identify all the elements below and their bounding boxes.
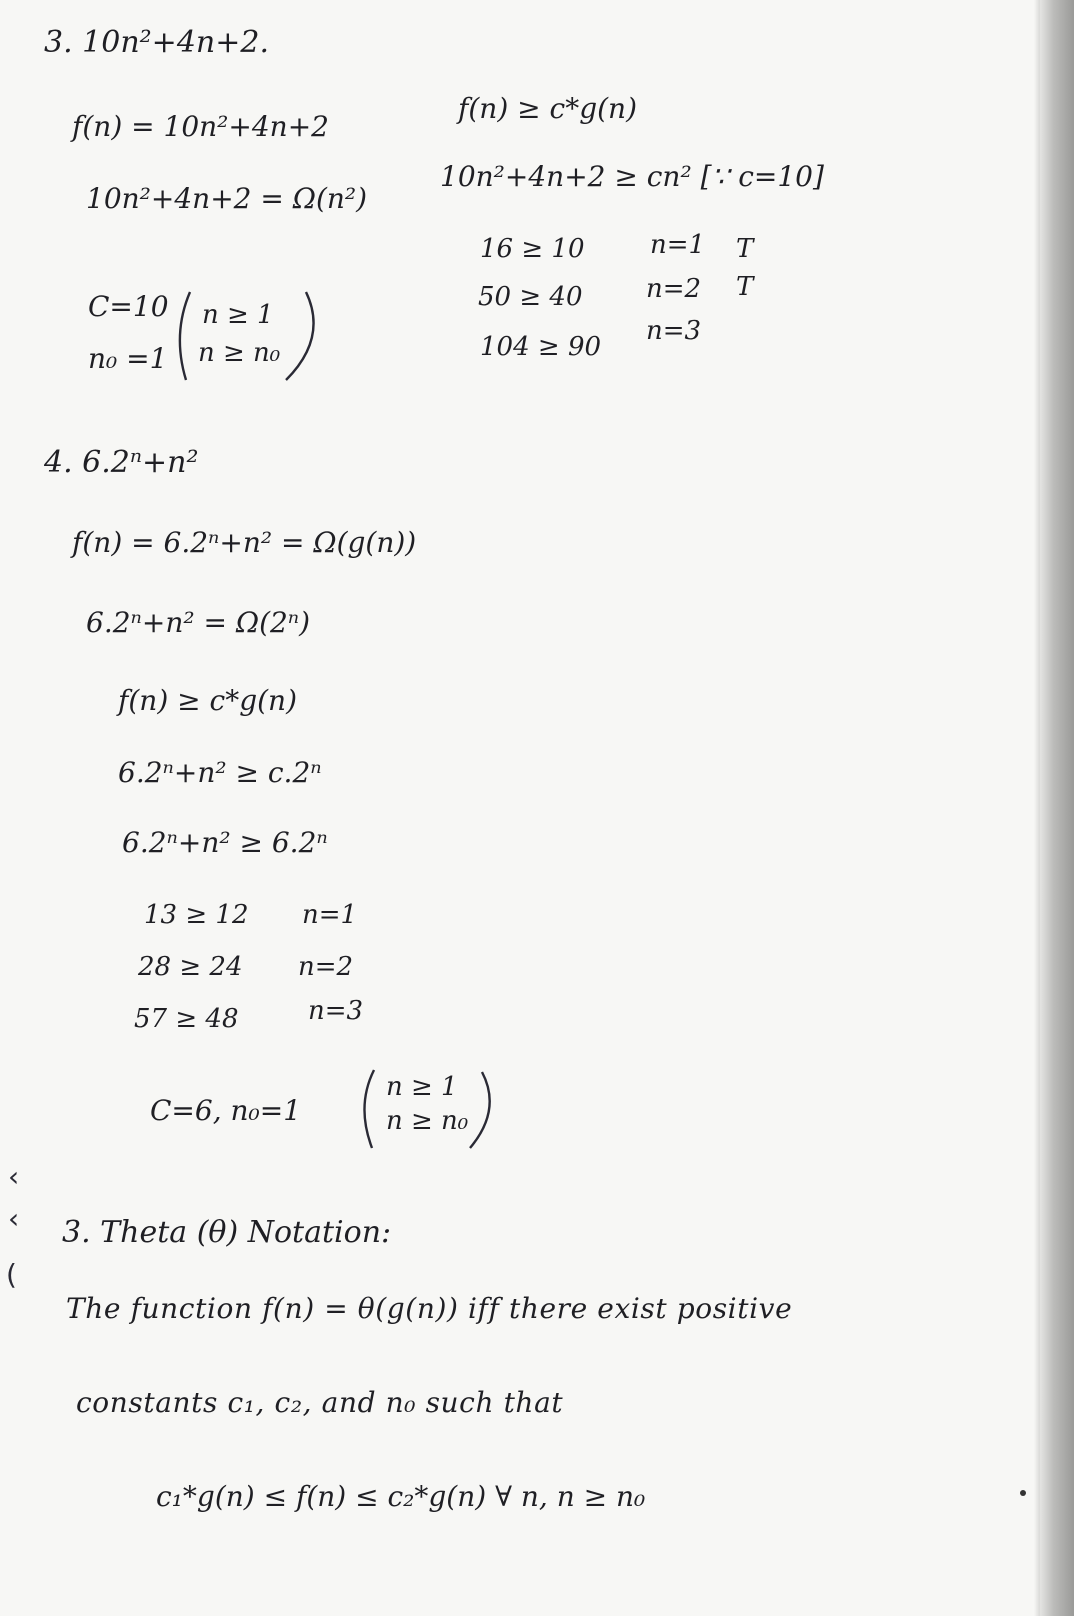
problem-3-check-2-result: T — [736, 272, 754, 302]
problem-3-n0-value: n₀ =1 — [88, 342, 168, 375]
problem-4-check-2: 28 ≥ 24 — [138, 952, 243, 982]
problem-4-check-1-n: n=1 — [302, 900, 358, 930]
problem-4-constants: C=6, n₀=1 — [150, 1094, 302, 1127]
problem-3-inequality-substituted: 10n²+4n+2 ≥ cn² [∵ c=10] — [440, 160, 824, 193]
problem-3-check-1: 16 ≥ 10 — [480, 234, 585, 264]
problem-4-f-definition: f(n) = 6.2ⁿ+n² = Ω(g(n)) — [72, 526, 417, 559]
problem-4-inequality: f(n) ≥ c*g(n) — [118, 684, 297, 717]
problem-4-check-3: 57 ≥ 48 — [134, 1004, 239, 1034]
margin-mark: ‹ — [8, 1160, 20, 1193]
problem-3-condition-2: n ≥ n₀ — [198, 338, 281, 368]
problem-3-inequality: f(n) ≥ c*g(n) — [458, 92, 637, 125]
problem-4-check-2-n: n=2 — [298, 952, 354, 982]
theta-definition-line-1: The function f(n) = θ(g(n)) iff there exist positive — [66, 1292, 793, 1325]
problem-3-condition-1: n ≥ 1 — [202, 300, 274, 330]
theta-definition-line-2: constants c₁, c₂, and n₀ such that — [76, 1386, 564, 1419]
problem-3-check-2-n: n=2 — [646, 274, 702, 304]
problem-4-condition-1: n ≥ 1 — [386, 1072, 458, 1102]
theta-formula: c₁*g(n) ≤ f(n) ≤ c₂*g(n) ∀ n, n ≥ n₀ — [156, 1480, 646, 1513]
theta-heading: 3. Theta (θ) Notation: — [62, 1215, 392, 1250]
margin-mark: ( — [6, 1258, 17, 1291]
problem-4-check-1: 13 ≥ 12 — [144, 900, 249, 930]
problem-3-f-definition: f(n) = 10n²+4n+2 — [72, 110, 329, 143]
problem-3-check-1-n: n=1 — [650, 230, 706, 260]
problem-4-inequality-c: 6.2ⁿ+n² ≥ c.2ⁿ — [118, 756, 322, 789]
problem-3-check-3-n: n=3 — [646, 316, 702, 346]
problem-3-c-value: C=10 — [88, 290, 169, 323]
problem-4-omega-claim: 6.2ⁿ+n² = Ω(2ⁿ) — [86, 606, 311, 639]
problem-3-check-1-result: T — [736, 234, 754, 264]
problem-4-check-3-n: n=3 — [308, 996, 364, 1026]
page-edge — [1040, 0, 1074, 1616]
problem-4-heading: 4. 6.2ⁿ+n² — [44, 445, 199, 480]
problem-3-omega-claim: 10n²+4n+2 = Ω(n²) — [86, 182, 368, 215]
ink-dot — [1020, 1490, 1026, 1496]
problem-4-inequality-6: 6.2ⁿ+n² ≥ 6.2ⁿ — [122, 826, 328, 859]
margin-mark: ‹ — [8, 1202, 20, 1235]
problem-3-check-3: 104 ≥ 90 — [480, 332, 602, 362]
problem-4-condition-2: n ≥ n₀ — [386, 1106, 469, 1136]
problem-3-check-2: 50 ≥ 40 — [478, 282, 583, 312]
problem-3-heading: 3. 10n²+4n+2. — [44, 25, 269, 60]
